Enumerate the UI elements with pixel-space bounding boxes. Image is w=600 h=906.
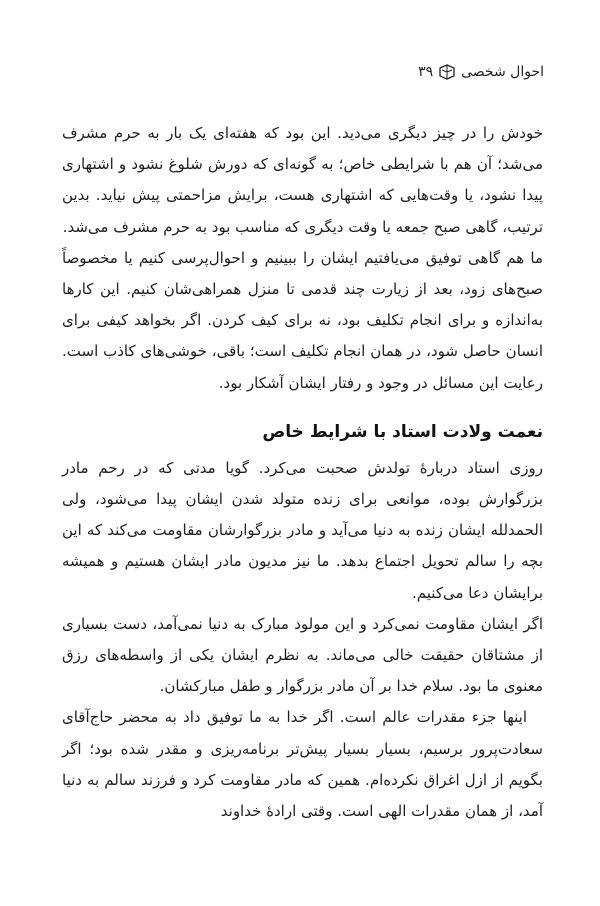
section-heading: نعمت ولادت استاد با شرایط خاص [262, 421, 543, 442]
paragraph: خودش را در چیز دیگری می‌دید. این بود که هفته‌ای یک بار به حرم مشرف می‌شد؛ آن هم با شرایطی خاص؛ به گونه‌ای که دورش شلوغ نشود و اشتهاری پیدا نشود، یا وقت‌هایی که اشتهاری هست، برایش مزاحمتی پیش نیاید. بدین ترتیب، گاهی صبح جمعه یا وقت دیگری که مناسب بود به حرم مشرف می‌شد. [62, 124, 543, 236]
book-ornament-icon [439, 64, 455, 80]
running-header [418, 64, 544, 80]
paragraph: ما هم گاهی توفیق می‌یافتیم ایشان را ببینیم و احوال‌پرسی کنیم یا مخصوصاً صبح‌های زود، بعد از زیارت چند قدمی تا منزل همراهی‌شان کنیم. این کارها به‌اندازه و برای انجام تکلیف بود، نه برای کیف کردن. اگر بخواهد کیفی برای انسان حاصل شود، در همان انجام تکلیف است؛ باقی، خوشی‌های کاذب است. رعایت این مسائل در وجود و رفتار ایشان آشکار بود. [62, 248, 543, 392]
page-body [62, 118, 543, 827]
paragraph: اگر ایشان مقاومت نمی‌کرد و این مولود مبارک به دنیا نمی‌آمد، دست بسیاری از مشتاقان حقیقت خالی می‌ماند. به نظرم ایشان یکی از واسطه‌های رزق معنوی ما بود. سلام خدا بر آن مادر بزرگوار و طفل مبارکشان. [62, 614, 543, 696]
page-number: ۳۹ [418, 64, 434, 80]
paragraph: اینها جزء مقدرات عالم است. اگر خدا به ما توفیق داد به محضر حاج‌آقای سعادت‌پرور برسیم، بسیار بسیار پیش‌تر برنامه‌ریزی و مقدر شده بود؛ اگر بگویم از ازل اغراق نکرده‌ام. همین که مادر مقاومت کرد و فرزند سالم به دنیا آمد، از همان مقدرات الهی است. وقتی ارادهٔ خداوند [62, 708, 543, 821]
paragraph: روزی استاد دربارهٔ تولدش صحبت می‌کرد. گویا مدتی که در رحم مادر بزرگوارش بوده، موانعی برای زنده متولد شدن ایشان پیدا می‌شود، ولی الحمدلله ایشان زنده به دنیا می‌آید و مادر بزرگوارشان مقاومت می‌کند که این بچه را سالم تحویل اجتماع بدهد. ما نیز مدیون مادر ایشان هستیم و همیشه برایشان دعا می‌کنیم. [62, 458, 543, 602]
chapter-title: احوال شخصی [461, 64, 544, 80]
